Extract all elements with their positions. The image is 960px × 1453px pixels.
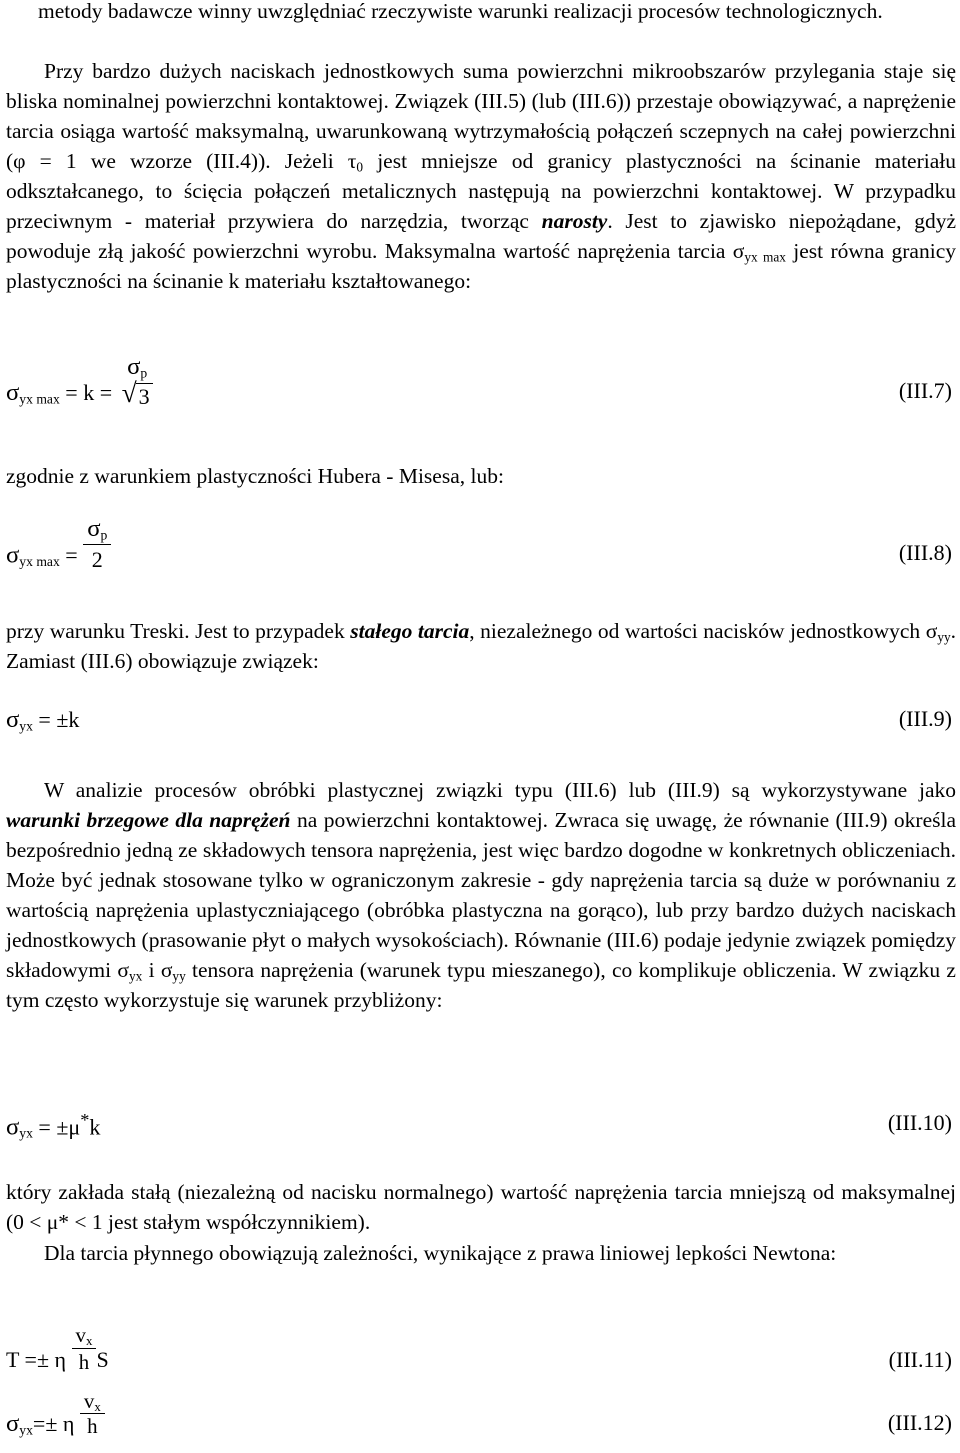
equation-III-10-formula: $\sigma_{yx} = \pm\mu^*k$ [6, 1110, 101, 1141]
equation-label: (III.8) [898, 540, 952, 565]
tau-subscript: 0 [356, 159, 364, 175]
paragraph-4-text-c: . Zamiast (III.6) obowiązuje związek: [6, 619, 957, 673]
equation-label: (III.7) [898, 378, 952, 403]
fraction-vx-over-h: $\frac{v_x}{h}$ [80, 1389, 105, 1438]
paragraph-5: W analizie procesów obróbki plastycznej związki typu (III.6) lub (III.9) są wykorzystywane jako warunki brzegowe dla naprężeń na powierzchni kontaktowej. Zwraca się uwagę, że równanie (III.9) określa bezpośrednio jedną ze składowych tensora naprężenia, jest więc bardzo dogodne w konkretnych obliczeniach. Może być jednak stosowane tylko w ograniczonym zakresie - gdy naprężenia tarcia są duże w porównaniu z wartością naprężenia uplastyczniającego (obróbka plastyczna na gorąco), lub przy bardzo dużych naciskach jednostkowych (prasowanie płyt o małych wysokościach). Równanie (III.6) podaje jedynie związek pomiędzy składowymi $\sigma_{yx}$ i $\sigma_{yy}$ tensora naprężenia (warunek typu mieszanego), co komplikuje obliczenia. W związku z tym często wykorzystuje się warunek przybliżony: [6, 778, 957, 1012]
paragraph-1 [6, 0, 956, 26]
paragraph-3 [6, 461, 956, 491]
equation-III-8-formula: $\sigma_{yx max}$ = $\frac{\sigma_p}{2}$ [6, 540, 111, 575]
equation-III-7 [6, 353, 956, 436]
paragraph-1-text: metody badawcze winny uwzględniać rzeczywiste warunki realizacji procesów technologicznych. [38, 0, 883, 23]
paragraph-7-text: Dla tarcia płynnego obowiązują zależności, wynikające z prawa liniowej lepkości Newtona: [44, 1241, 837, 1265]
equation-III-12-formula: $\sigma_{yx}=\pm \eta$ $\frac{v_x}{h}$ [6, 1410, 105, 1438]
paragraph-4-text-b: , niezależnego od wartości nacisków jednostkowych σ [469, 619, 938, 643]
equation-label: (III.10) [887, 1110, 952, 1135]
equation-label: (III.12) [887, 1410, 952, 1435]
paragraph-5-text-c: i σ [142, 958, 173, 982]
sqrt-symbol: √ 3 [122, 382, 153, 412]
fraction-sigma-p-over-2: $\frac{\sigma_p}{2}$ [83, 514, 111, 575]
equation-III-11 [6, 1323, 956, 1392]
sigma-subscript: yx max [744, 249, 786, 265]
paragraph-5-text-b: na powierzchni kontaktowej. Zwraca się uwagę, że równanie (III.9) określa bezpośrednio jedną ze składowych tensora naprężenia, jest więc bardzo dogodne w konkretnych obliczeniach. Może być jednak stosowane tylko w ograniczonym zakresie - gdy naprężenia tarcia są duże w porównaniu z wartością naprężenia uplastyczniającego (obróbka plastyczna na gorąco), lub przy bardzo dużych naciskach jednostkowych (prasowanie płyt o małych wysokościach). Równanie (III.6) podaje jedynie związek pomiędzy składowymi σ [6, 808, 957, 982]
equation-III-7-formula: $\sigma_{yx max} = k$ = $\sigma_p$ √ 3 [6, 378, 157, 412]
equation-III-9-formula: $\sigma_{yx} = \pm k$ [6, 706, 80, 734]
paragraph-6-text: który zakłada stałą (niezależną od nacisku normalnego) wartość naprężenia tarcia mniejszą od maksymalnej (0 < μ* < 1 jest stałym współczynnikiem). [6, 1180, 956, 1234]
paragraph-5-text-d: tensora naprężenia (warunek typu mieszanego), co komplikuje obliczenia. W związku z tym często wykorzystuje się warunek przybliżony: [6, 958, 956, 1012]
term-warunki-brzegowe: warunki brzegowe dla naprężeń [6, 808, 291, 832]
paragraph-5-text-a: W analizie procesów obróbki plastycznej związki typu (III.6) lub (III.9) są wykorzystywane jako [44, 778, 956, 802]
equation-III-10 [6, 1110, 956, 1146]
paragraph-2-text-b: jest mniejsze od granicy plastyczności na ścinanie materiału odkształcanego, to ścięcia połączeń metalicznych następują na powierzchni kontaktowej. W przypadku przeciwnym - materiał przywiera do narzędzia, tworząc [6, 149, 956, 233]
equation-III-12 [6, 1389, 956, 1452]
paragraph-2-text-a: Przy bardzo dużych naciskach jednostkowych suma powierzchni mikroobszarów przylegania staje się bliska nominalnej powierzchni kontaktowej. Związek (III.5) (lub (III.6)) przestaje obowiązywać, a naprężenie tarcia osiąga wartość maksymalną, uwarunkowaną wytrzymałością połączeń sczepnych na całej powierzchni (φ = 1 we wzorze (III.4)). Jeżeli τ [6, 59, 956, 173]
equation-label: (III.9) [898, 706, 952, 731]
term-narosty: narosty [541, 209, 608, 233]
equation-III-9 [6, 706, 956, 742]
equation-III-8 [6, 515, 956, 590]
fraction-sigma-p-over-sqrt3: $\sigma_p$ √ 3 [118, 352, 157, 412]
paragraph-3-text: zgodnie z warunkiem plastyczności Hubera - Misesa, lub: [6, 464, 504, 488]
paragraph-2-text-d: jest równa granicy plastyczności na ścinanie k materiału kształtowanego: [6, 239, 956, 293]
paragraph-6 [6, 1177, 956, 1237]
paragraph-2 [6, 56, 956, 296]
paragraph-4: przy warunku Treski. Jest to przypadek stałego tarcia, niezależnego od wartości nacisków jednostkowych $\sigma_{yy}$. Zamiast (III.6) obowiązuje związek: [6, 619, 957, 673]
fraction-vx-over-h: $\frac{v_x}{h}$ [72, 1322, 97, 1375]
term-stalego-tarcia: stałego tarcia [350, 619, 470, 643]
paragraph-7 [6, 1238, 956, 1268]
equation-III-11-formula: T =± η $\frac{v_x}{h}$ S [6, 1323, 109, 1375]
paragraph-4-text-a: przy warunku Treski. Jest to przypadek [6, 619, 351, 643]
paragraph-2-text-c: . Jest to zjawisko niepożądane, gdyż powoduje złą jakość powierzchni wyrobu. Maksymalna wartość naprężenia tarcia σ [6, 209, 956, 263]
equation-label: (III.11) [888, 1347, 952, 1372]
